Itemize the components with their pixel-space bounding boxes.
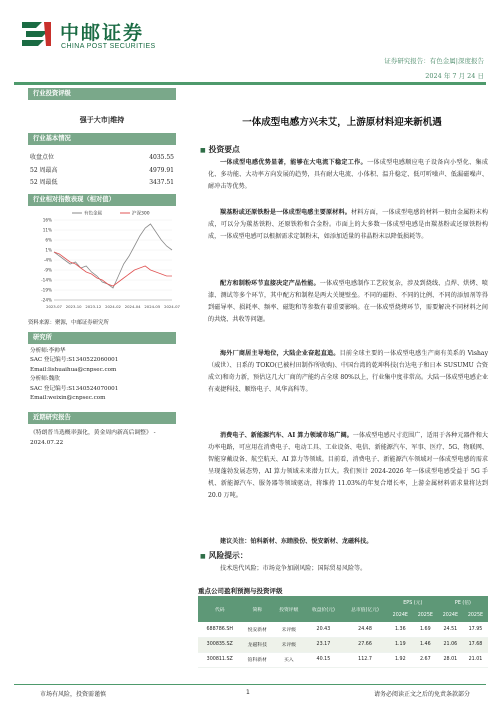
y-tick-label: -9% xyxy=(43,267,52,273)
series-line xyxy=(54,224,172,288)
table-header-year: 2025E xyxy=(413,609,438,622)
table-cell: 300835.SZ xyxy=(198,637,242,652)
analyst-email[interactable]: Email:weixin@cnpsec.com xyxy=(30,395,106,402)
report-title: 一体成型电感方兴未艾，上游原材料迎来新机遇 xyxy=(242,117,442,128)
table-cell: 未评级 xyxy=(273,637,305,652)
invest-paragraph: 羰基粉或还原铁粉是一体成型电感主要原材料。材料方面，一体成型电感的材料一般由金属粉末构成，可以分为羰基铁粉、还原铁粉和合金粉。市面上的大多数一体成型电感是由羰基粉或还原铁粉构成，一体成型电感可以根据需求定制粉末，如添加适量的非晶粉末以降低损耗等。 xyxy=(208,209,488,240)
table-row xyxy=(198,637,488,652)
analyst-line: SAC 登记编号:S1340524070001 xyxy=(30,385,119,392)
report-header xyxy=(0,0,500,88)
relative-index-chart xyxy=(28,206,180,314)
triangle-bullet-icon: ■ xyxy=(200,553,206,560)
y-tick-label: 11% xyxy=(42,227,52,233)
risk-paragraph: 技术迭代风险；市场竞争加剧风险；国际贸易风险等。 xyxy=(220,565,367,572)
risk-heading: ■ 风险提示： xyxy=(200,551,248,560)
invest-paragraph: 消费电子、新能源汽车、AI 算力领域市场广阔。一体成型电感尺寸范围广，适用于各种元器件和大功率电路，可应用在消费电子、电动工具、工业设备、电信、新能源汽车、军事、医疗、5G、物联网、智能穿戴设备、航空航天、AI 算力等领域。目前看，消费电子、新能源汽车领域对一体成型电感的需求呈现蓬勃发展态势，AI 算力领域未来潜力巨大。我们预计 2024-2026 年一体成型电感受益于 5G 手机、新能源汽车、服务器等领域驱动，将维持 11.03%的年复合增长率，上游金属材料需求量将达到 20.0 万吨。 xyxy=(208,432,489,499)
table-cell: 24.48 xyxy=(342,622,388,637)
basic-info-list xyxy=(28,152,176,190)
header-divider xyxy=(14,82,486,85)
legend-label: 沪深300 xyxy=(132,211,150,216)
table-cell: 未评级 xyxy=(273,622,305,637)
y-tick-label: 6% xyxy=(45,237,52,243)
table-cell: 21.06 xyxy=(438,637,463,652)
table-cell: 21.01 xyxy=(463,652,488,667)
analyst-email[interactable]: Email:lishuaihua@cnpsec.com xyxy=(30,366,117,373)
table-cell: 40.15 xyxy=(305,652,343,667)
table-cell: 铂科新材 xyxy=(242,652,274,667)
table-header-year: 2024E xyxy=(388,609,413,622)
table-cell: 23.17 xyxy=(305,637,343,652)
footer-disclaimer-left: 市场有风险，投资需谨慎 xyxy=(40,691,107,698)
x-tick-label: 2024-04 xyxy=(124,303,141,309)
chart-source: 资料来源：聚源，中邮证券研究所 xyxy=(28,319,109,326)
table-cell: 龙磁科技 xyxy=(242,637,274,652)
analyst-line: 分析师:李帅华 xyxy=(30,347,66,354)
basic-info-row xyxy=(28,152,176,165)
report-date: 2024 年 7 月 24 日 xyxy=(425,72,484,80)
basic-info-row xyxy=(28,177,176,190)
table-cell: 27.66 xyxy=(342,637,388,652)
suggest-paragraph: 建议关注：铂科新材、东睦股份、悦安新材、龙磁科技。 xyxy=(220,538,373,545)
trend-bar: 行业相对指数表现（相对值） xyxy=(28,194,176,206)
basic-info-label: 收盘点位 xyxy=(30,154,55,161)
table-cell: 1.46 xyxy=(413,637,438,652)
table-header: 总市值(亿元) xyxy=(342,596,388,622)
table-header: 收盘价(元) xyxy=(305,596,343,622)
table-header-year: 2024E xyxy=(438,609,463,622)
invest-paragraph: 海外厂商居主导地位，大陆企业奋起直追。目前全球主要的一体成型电感生产商有美系的 Vishay（威世）、日系的 TOKO(已被村田制作所收购)、中国台湾的乾坤科技(台达电子和日本 SUSUMU 合资成立)和奇力新，预估这几大厂商的产能约占全球 80%以上，行业集中度非常高。大陆一体成型电感企业有麦捷科技、顺络电子、风华高科等。 xyxy=(208,350,489,393)
table-title: 重点公司盈利预测与投资评级 xyxy=(198,587,283,595)
basic-info-label: 52 周最低 xyxy=(30,179,58,186)
table-cell: 112.7 xyxy=(342,652,388,667)
x-tick-label: 2024-05 xyxy=(144,303,161,309)
footer-disclaimer-right: 请务必阅读正文之后的免责条款部分 xyxy=(373,691,470,698)
table-cell: 买入 xyxy=(273,652,305,667)
table-cell: 24.51 xyxy=(438,622,463,637)
logo-wordmark-en: CHINA POST SECURITIES xyxy=(61,43,156,50)
table-cell: 17.68 xyxy=(463,637,488,652)
basic-info-label: 52 周最高 xyxy=(30,166,58,174)
table-cell: 300811.SZ xyxy=(198,652,242,667)
basic-info-row xyxy=(28,165,176,178)
sidebar xyxy=(28,88,180,448)
table-cell: 20.43 xyxy=(305,622,343,637)
invest-points-heading: ■ 投资要点 xyxy=(200,145,240,154)
x-tick-label: 2023-12 xyxy=(85,303,102,309)
series-line xyxy=(54,252,172,286)
table-cell: 1.19 xyxy=(388,637,413,652)
relative-index-chart-svg xyxy=(28,206,180,314)
recent-report-link[interactable]: 《特朗普当选概率强化，黄金周内新高后调整》 - 2024.07.22 xyxy=(30,430,156,447)
researcher-bar: 研究所 xyxy=(28,332,176,344)
forecast-table xyxy=(198,596,488,668)
x-tick-label: 2024-02 xyxy=(105,303,121,309)
recent-reports-bar: 近期研究报告 xyxy=(28,412,176,424)
logo-wordmark-cn: 中邮证券 xyxy=(60,22,145,44)
table-cell: 1.92 xyxy=(388,652,413,667)
basic-info-bar: 行业基本情况 xyxy=(28,133,176,145)
analyst-list xyxy=(28,347,176,405)
table-header-group: PE (倍) xyxy=(438,596,488,609)
y-tick-label: -24% xyxy=(41,297,52,303)
table-cell: 2.67 xyxy=(413,652,438,667)
x-tick-label: 2024-07 xyxy=(164,303,180,309)
y-tick-label: -14% xyxy=(41,277,52,283)
invest-paragraph: 配方和制粉环节直接决定产品性能。一体成型电感制作工艺较复杂，涉及到烧线、点焊、烘烤、喷漆、测试等多个环节，其中配方和制程是两大关键壁垒。不同的磁粉、不同的比例、不同的添加剂等得到磁导率、损耗率、频率、磁饱和等参数有着重要影响。在一体成型烧烤环节，需要解决不同材料之间的共烧、共收等问题。 xyxy=(208,280,489,323)
y-tick-label: 16% xyxy=(42,217,52,223)
analyst-line: 分析师:魏欣 xyxy=(30,376,60,383)
table-cell: 28.01 xyxy=(438,652,463,667)
table-header-year: 2025E xyxy=(463,609,488,622)
invest-paragraph: 一体成型电感优势显著，能够在大电流下稳定工作。一体成型电感顺应电子设备向小型化、集成化、多功能、大功率方向发展的趋势，具有耐大电流、小体积、温升稳定、低可听噪声、低漏磁噪声、耐冲击等优势。 xyxy=(208,159,489,190)
table-header-group: EPS (元) xyxy=(388,596,438,609)
x-tick-label: 2023-07 xyxy=(46,303,62,309)
report-type: 证券研究报告：有色金属|深度报告 xyxy=(384,57,484,65)
table-cell: 悦安新材 xyxy=(242,622,274,637)
x-tick-label: 2023-10 xyxy=(65,303,82,309)
footer-divider xyxy=(14,684,486,685)
y-tick-label: 1% xyxy=(45,247,52,253)
basic-info-value: 4979.91 xyxy=(149,166,174,174)
y-tick-label: -4% xyxy=(43,257,52,263)
table-cell: 688786.SH xyxy=(198,622,242,637)
rating-bar: 行业投资评级 xyxy=(28,88,176,100)
legend-label: 有色金属 xyxy=(84,211,102,216)
table-row xyxy=(198,622,488,637)
table-header: 代码 xyxy=(198,596,242,622)
china-post-logo-icon xyxy=(18,18,54,50)
analyst-line: SAC 登记编号:S1340522060001 xyxy=(30,357,119,364)
page-number: 1 xyxy=(246,689,250,696)
industry-rating: 强于大市|维持 xyxy=(79,115,125,124)
basic-info-value: 4035.55 xyxy=(149,154,174,161)
table-header: 投资评级 xyxy=(273,596,305,622)
y-tick-label: -19% xyxy=(41,287,52,293)
table-cell: 17.95 xyxy=(463,622,488,637)
basic-info-value: 3437.51 xyxy=(149,179,174,186)
table-cell: 1.69 xyxy=(413,622,438,637)
triangle-bullet-icon: ■ xyxy=(200,147,206,154)
table-header: 简称 xyxy=(242,596,274,622)
table-cell: 1.36 xyxy=(388,622,413,637)
table-row xyxy=(198,652,488,667)
